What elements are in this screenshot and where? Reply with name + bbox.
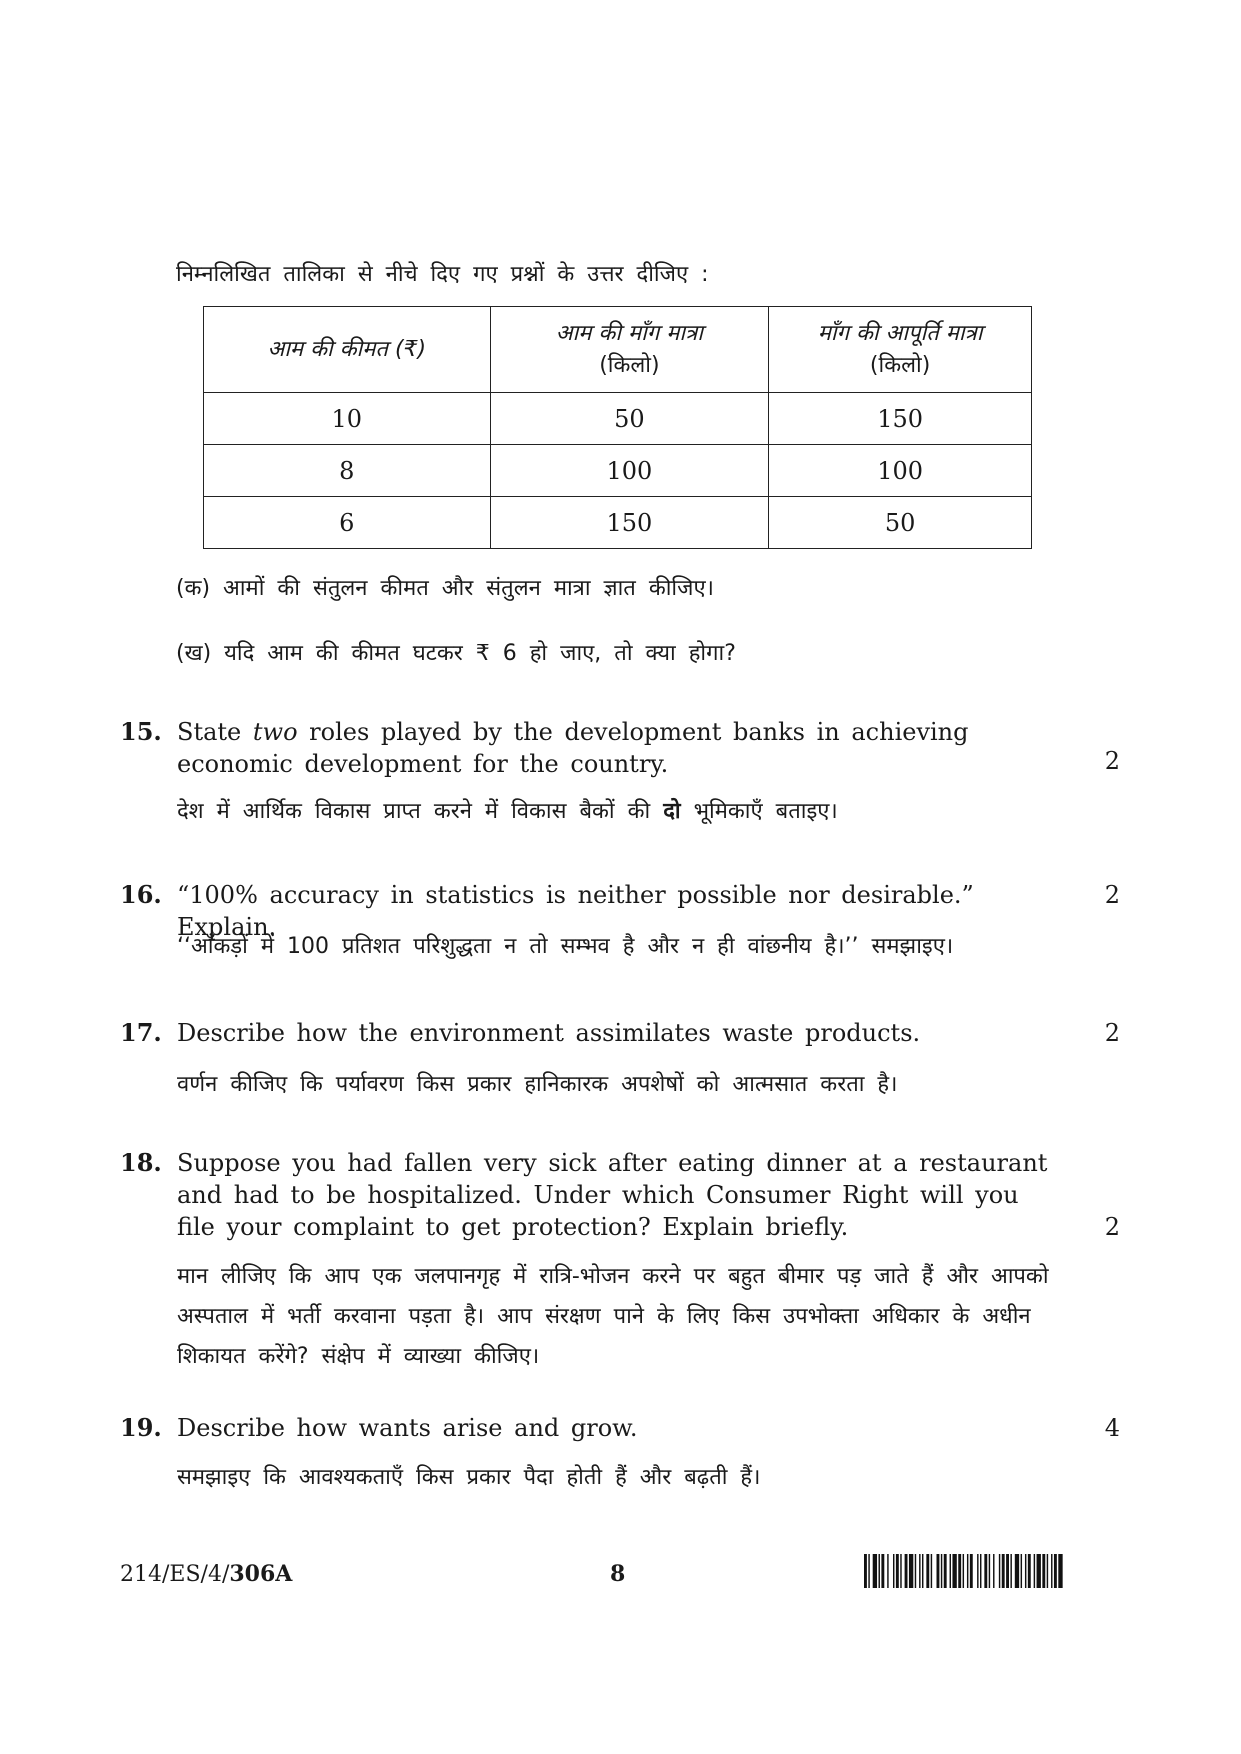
marks: 2 — [1104, 747, 1120, 775]
question-text-en: Describe how the environment assimilates waste products. — [177, 1019, 921, 1047]
cell: 50 — [769, 497, 1032, 549]
subquestion-kha: (ख) यदि आम की कीमत घटकर ₹ 6 हो जाए, तो क्या होगा? — [176, 641, 736, 666]
header-supply: माँग की आपूर्ति मात्रा (किलो) — [769, 307, 1032, 393]
question-text-en: “100% accuracy in statistics is neither possible nor desirable.” Explain. — [177, 881, 974, 941]
marks: 2 — [1104, 881, 1120, 909]
table-header-row — [204, 307, 1032, 393]
question-text-hi: वर्णन कीजिए कि पर्यावरण किस प्रकार हानिकारक अपशेषों को आत्मसात करता है। — [177, 1072, 898, 1097]
question-text-en: State two roles played by the development banks in achieving economic development for the country. — [177, 718, 969, 778]
question-number: 15. — [120, 717, 162, 746]
question-number: 18. — [120, 1148, 162, 1177]
question-number: 19. — [120, 1413, 162, 1442]
question-text-hi: मान लीजिए कि आप एक जलपानगृह में रात्रि-भोजन करने पर बहुत बीमार पड़ जाते हैं और आपको अस्पताल में भर्ती करवाना पड़ता है। आप संरक्षण पाने के लिए किस उपभोक्ता अधिकार के अधीन शिकायत करेंगे? संक्षेप में व्याख्या कीजिए। — [177, 1264, 1049, 1369]
header-demand: आम की माँग मात्रा (किलो) — [490, 307, 769, 393]
subquestion-ka: (क) आमों की संतुलन कीमत और संतुलन मात्रा ज्ञात कीजिए। — [176, 576, 714, 601]
table-row — [204, 497, 1032, 549]
table-instruction: निम्नलिखित तालिका से नीचे दिए गए प्रश्नों के उत्तर दीजिए : — [176, 262, 709, 287]
paper-code: 214/ES/4/306A — [120, 1561, 293, 1587]
cell: 100 — [490, 445, 769, 497]
cell: 8 — [204, 445, 491, 497]
question-text-en: Describe how wants arise and grow. — [177, 1414, 638, 1442]
cell: 150 — [490, 497, 769, 549]
cell: 6 — [204, 497, 491, 549]
table-row — [204, 445, 1032, 497]
question-text-hi: देश में आर्थिक विकास प्राप्त करने में विकास बैकों की दो भूमिकाएँ बताइए। — [177, 799, 838, 824]
cell: 50 — [490, 393, 769, 445]
question-text-en: Suppose you had fallen very sick after eating dinner at a restaurant and had to be hospitalized. Under which Consumer Right will you file your complaint to get protection? Explain briefly. — [177, 1149, 1048, 1241]
cell: 100 — [769, 445, 1032, 497]
cell: 10 — [204, 393, 491, 445]
marks: 2 — [1104, 1213, 1120, 1241]
barcode — [864, 1554, 1126, 1588]
header-price: आम की कीमत (₹) — [204, 307, 491, 393]
mango-price-table — [203, 306, 1032, 549]
table-row — [204, 393, 1032, 445]
cell: 150 — [769, 393, 1032, 445]
page-number: 8 — [610, 1561, 626, 1587]
marks: 2 — [1104, 1019, 1120, 1047]
marks: 4 — [1104, 1414, 1120, 1442]
question-number: 16. — [120, 880, 162, 909]
question-text-hi: ‘‘आँकड़ों में 100 प्रतिशत परिशुद्धता न तो सम्भव है और न ही वांछनीय है।’’ समझाइए। — [177, 934, 954, 959]
question-text-hi: समझाइए कि आवश्यकताएँ किस प्रकार पैदा होती हैं और बढ़ती हैं। — [177, 1465, 761, 1490]
question-number: 17. — [120, 1018, 162, 1047]
